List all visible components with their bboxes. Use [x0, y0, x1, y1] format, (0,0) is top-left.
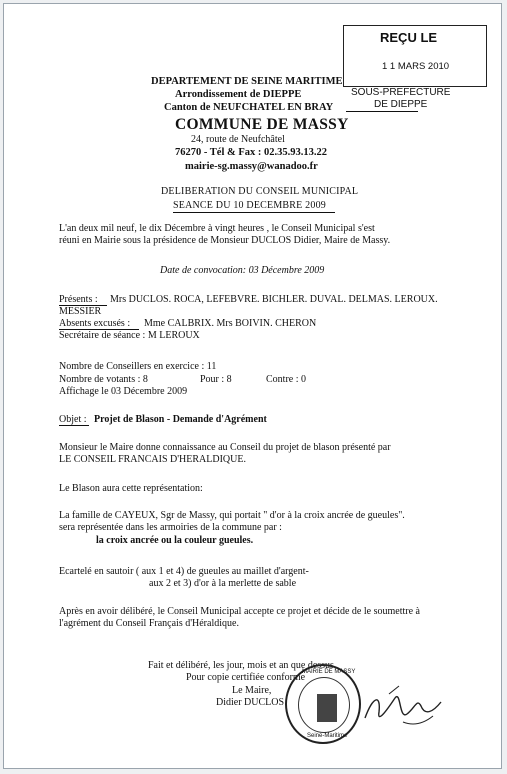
convocation-date: Date de convocation: 03 Décembre 2009: [160, 265, 325, 276]
stamp-dieppe: DE DIEPPE: [374, 99, 428, 110]
document-page: [3, 3, 502, 769]
closing-fait: Fait et délibéré, les jour, mois et an que dessus.: [148, 660, 337, 671]
blason-intro: Le Blason aura cette représentation:: [59, 483, 203, 494]
stamp-date: 1 1 MARS 2010: [382, 61, 450, 72]
absents-names: Mme CALBRIX. Mrs BOIVIN. CHERON: [144, 318, 317, 329]
ecartele-line-1: Ecartelé en sautoir ( aux 1 et 4) de gueules au maillet d'argent-: [59, 566, 309, 577]
count-votants: Nombre de votants : 8: [59, 374, 148, 385]
affichage-date: Affichage le 03 Décembre 2009: [59, 386, 188, 397]
closing-copie: Pour copie certifiée conforme: [186, 672, 306, 683]
seal-bottom-text: Seine-Maritime: [307, 733, 348, 739]
famille-line-2: sera représentée dans les armoiries de la commune par :: [59, 522, 282, 533]
para1-line-2: LE CONSEIL FRANCAIS D'HERALDIQUE.: [59, 454, 246, 465]
header-commune: COMMUNE DE MASSY: [175, 116, 349, 133]
count-pour: Pour : 8: [200, 374, 232, 385]
header-phone: 76270 - Tél & Fax : 02.35.93.13.22: [175, 147, 328, 158]
objet-label: Objet :: [59, 414, 87, 425]
header-departement: DEPARTEMENT DE SEINE MARITIME: [151, 76, 343, 87]
objet-underline: [59, 425, 89, 426]
intro-line-2: réuni en Mairie sous la présidence de Monsieur DUCLOS Didier, Maire de Massy.: [59, 235, 391, 246]
seal-top-text: MAIRIE DE MASSY: [302, 669, 356, 675]
presents-names: Mrs DUCLOS. ROCA, LEFEBVRE. BICHLER. DUVAL. DELMAS. LEROUX.: [110, 294, 438, 305]
header-email: mairie-sg.massy@wanadoo.fr: [185, 161, 318, 172]
header-canton: Canton de NEUFCHATEL EN BRAY: [164, 102, 334, 113]
secretaire: Secrétaire de séance : M LEROUX: [59, 330, 200, 341]
count-contre: Contre : 0: [266, 374, 306, 385]
intro-line-1: L'an deux mil neuf, le dix Décembre à vingt heures , le Conseil Municipal s'est: [59, 223, 375, 234]
seance-date: SEANCE DU 10 DECEMBRE 2009: [173, 200, 326, 211]
famille-bold: la croix ancrée ou la couleur gueules.: [96, 535, 254, 546]
famille-line-1: La famille de CAYEUX, Sgr de Massy, qui portait " d'or à la croix ancrée de gueules".: [59, 510, 405, 521]
seance-underline: [173, 212, 335, 213]
stamp-title: REÇU LE: [380, 30, 438, 45]
deliberation-title: DELIBERATION DU CONSEIL MUNICIPAL: [161, 186, 359, 197]
absents-label: Absents excusés :: [59, 318, 131, 329]
reception-stamp: [343, 25, 487, 87]
header-arrondissement: Arrondissement de DIEPPE: [175, 89, 302, 100]
handwritten-signature: [359, 676, 449, 736]
seal-inner-ring: [298, 677, 350, 733]
para1-line-1: Monsieur le Maire donne connaissance au Conseil du projet de blason présenté par: [59, 442, 391, 453]
closing-signatory: Didier DUCLOS: [216, 697, 285, 708]
seal-castle-emblem: [317, 694, 337, 722]
closing-le-maire: Le Maire,: [232, 685, 272, 696]
mairie-seal: [285, 664, 361, 744]
conclusion-line-2: l'agrément du Conseil Français d'Héraldique.: [59, 618, 239, 629]
count-exercice: Nombre de Conseillers en exercice : 11: [59, 361, 217, 372]
conclusion-line-1: Après en avoir délibéré, le Conseil Municipal accepte ce projet et décide de le soumettre à: [59, 606, 420, 617]
stamp-underline: [346, 111, 418, 112]
presents-names-2: MESSIER: [59, 306, 102, 317]
header-address: 24, route de Neufchâtel: [191, 134, 285, 145]
objet-text: Projet de Blason - Demande d'Agrément: [94, 414, 267, 425]
presents-label: Présents :: [59, 294, 98, 305]
stamp-sous-prefecture: SOUS-PREFECTURE: [351, 87, 451, 98]
ecartele-line-2: aux 2 et 3) d'or à la merlette de sable: [149, 578, 297, 589]
